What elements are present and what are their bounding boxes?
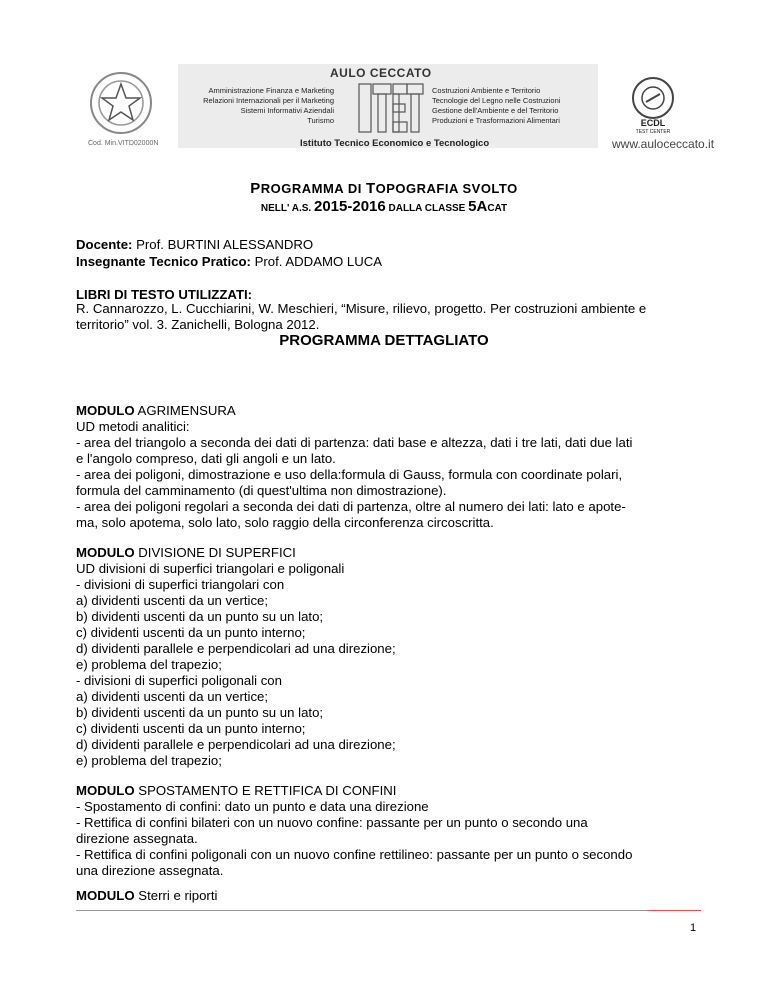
module-line: e l'angolo compreso, dati gli angoli e un lato. (76, 451, 336, 466)
footer-accent (647, 910, 701, 911)
left-courses (203, 86, 334, 126)
module-line: una direzione assegnata. (76, 863, 224, 878)
subtitle-part: NELL' A.S. (260, 203, 314, 214)
document-title (0, 180, 768, 197)
libri-line: territorio” vol. 3. Zanichelli, Bologna 2012. (76, 317, 320, 332)
title-part: P (250, 180, 261, 197)
module-line: a) dividenti uscenti da un vertice; (76, 689, 269, 704)
module-line: c) dividenti uscenti da un punto interno; (76, 721, 306, 736)
module-line: ma, solo apotema, solo lato, solo raggio della circonferenza circoscritta. (76, 515, 494, 530)
cod-min-text: Cod. Min.VITD02000N (88, 140, 159, 147)
institute-name: Istituto Tecnico Economico e Tecnologico (300, 138, 490, 149)
module-title (76, 888, 217, 904)
ecdl-label: ECDL (640, 118, 666, 128)
course-line: Amministrazione Finanza e Marketing (208, 86, 334, 95)
modulo-word: MODULO (76, 888, 135, 903)
modulo-word: MODULO (76, 403, 135, 418)
module-line: - divisioni di superfici triangolari con (76, 577, 285, 592)
module-line: - Rettifica di confini poligonali con un nuovo confine rettilineo: passante per un punto o secondo (76, 847, 633, 862)
module-title (76, 545, 296, 561)
italian-emblem-icon (88, 70, 154, 136)
course-line: Relazioni Internazionali per il Marketing (203, 96, 334, 105)
module-line: formula del camminamento (di quest'ultima non dimostrazione). (76, 483, 447, 498)
title-part: ROGRAMMA DI (260, 181, 366, 196)
module-line: - Spostamento di confini: dato un punto e data una direzione (76, 799, 429, 814)
itet-logo (357, 82, 425, 134)
module-line: a) dividenti uscenti da un vertice; (76, 593, 269, 608)
module-line: d) dividenti parallele e perpendicolari ad una direzione; (76, 641, 396, 656)
module-line: b) dividenti uscenti da un punto su un lato; (76, 609, 324, 624)
title-part: OPOGRAFIA SVOLTO (375, 181, 518, 196)
modulo-word: MODULO (76, 783, 135, 798)
page-number: 1 (690, 922, 697, 934)
document-subtitle (0, 198, 768, 215)
module-line: direzione assegnata. (76, 831, 198, 846)
course-line: Sistemi Informativi Aziendali (240, 106, 334, 115)
module-name: AGRIMENSURA (134, 403, 236, 418)
module-line: c) dividenti uscenti da un punto interno; (76, 625, 306, 640)
subtitle-part: DALLA CLASSE (385, 203, 469, 214)
right-courses (432, 86, 560, 126)
module-line: d) dividenti parallele e perpendicolari ad una direzione; (76, 737, 396, 752)
module-name: DIVISIONE DI SUPERFICI (134, 545, 296, 560)
docente-value: Prof. BURTINI ALESSANDRO (132, 237, 314, 252)
itp-line (76, 254, 382, 270)
module-name: Sterri e riporti (134, 888, 218, 903)
module-line: - area dei poligoni, dimostrazione e uso della:formula di Gauss, formula con coordinate polari, (76, 467, 623, 482)
libri-heading: LIBRI DI TESTO UTILIZZATI: (76, 287, 253, 302)
module-line: UD metodi analitici: (76, 419, 190, 434)
course-line: Costruzioni Ambiente e Territorio (432, 86, 541, 95)
module-line: - area dei poligoni regolari a seconda dei dati di partenza, oltre al numero dei lati: lato e apote- (76, 499, 626, 514)
module-line: e) problema del trapezio; (76, 753, 222, 768)
programma-heading: PROGRAMMA DETTAGLIATO (279, 332, 489, 349)
module-line: b) dividenti uscenti da un punto su un lato; (76, 705, 324, 720)
itp-label: Insegnante Tecnico Pratico: (76, 254, 251, 269)
modulo-word: MODULO (76, 545, 135, 560)
docente-label: Docente: (76, 237, 133, 252)
module-title (76, 783, 396, 799)
itp-value: Prof. ADDAMO LUCA (250, 254, 383, 269)
course-line: Tecnologie del Legno nelle Costruzioni (432, 96, 561, 105)
module-line: - divisioni di superfici poligonali con (76, 673, 282, 688)
module-line: - Rettifica di confini bilateri con un nuovo confine: passante per un punto o secondo una (76, 815, 588, 830)
docente-line (76, 237, 313, 253)
school-name: AULO CECCATO (330, 66, 432, 80)
footer-divider (76, 910, 701, 911)
course-line: Gestione dell'Ambiente e del Territorio (432, 106, 559, 115)
ecdl-sub: TEST CENTER (635, 129, 671, 134)
course-line: Produzioni e Trasformazioni Alimentari (432, 116, 560, 125)
subtitle-part: 5A (468, 198, 488, 215)
module-line: UD divisioni di superfici triangolari e poligonali (76, 561, 345, 576)
module-line: - area del triangolo a seconda dei dati di partenza: dati base e altezza, dati i tre lati, dati due lati (76, 435, 633, 450)
ecdl-logo-icon (622, 72, 684, 134)
module-name: SPOSTAMENTO E RETTIFICA DI CONFINI (134, 783, 397, 798)
course-line: Turismo (307, 116, 334, 125)
libri-line: R. Cannarozzo, L. Cucchiarini, W. Meschieri, “Misure, rilievo, progetto. Per costruzioni ambiente e (76, 301, 647, 316)
subtitle-part: 2015-2016 (313, 198, 386, 215)
subtitle-part: CAT (487, 203, 508, 214)
module-title (76, 403, 236, 419)
website-link[interactable]: www.auloceccato.it (612, 137, 715, 151)
module-line: e) problema del trapezio; (76, 657, 222, 672)
title-part: T (365, 180, 376, 197)
